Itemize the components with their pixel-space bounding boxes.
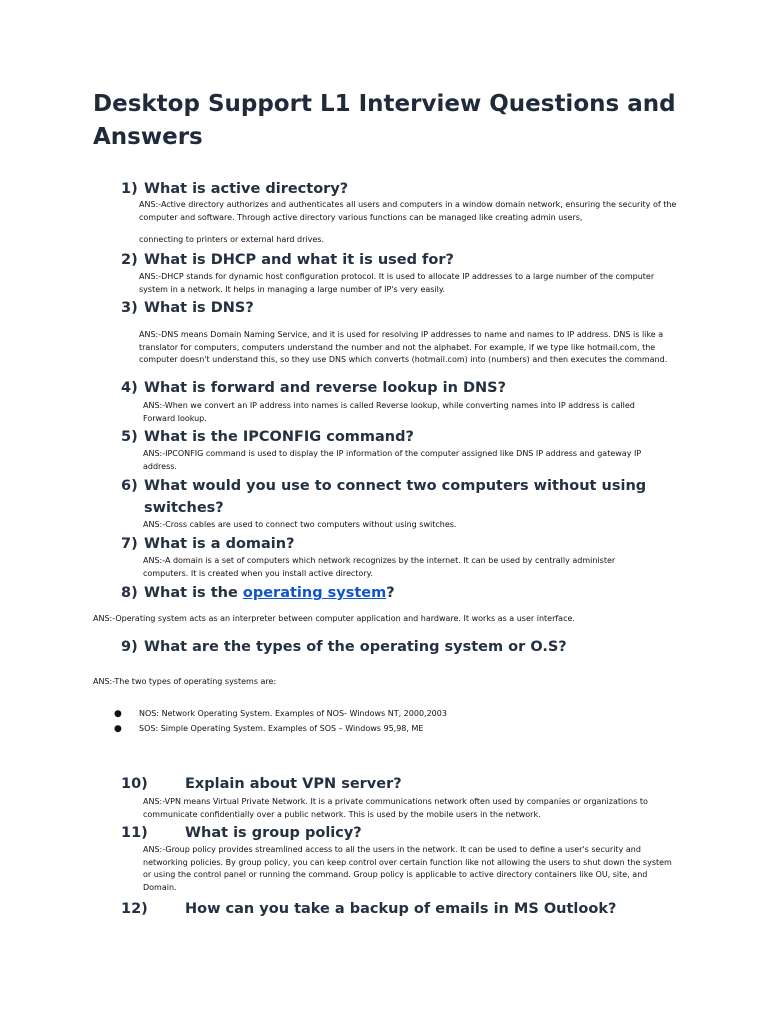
bullet-icon: ●	[114, 709, 122, 719]
answer-6: ANS:-Cross cables are used to connect two computers without using switches.	[143, 520, 457, 529]
answer-8: ANS:-Operating system acts as an interpreter between computer application and hardware. It works as a user interface.	[93, 614, 575, 623]
question-text-prefix: What is the	[144, 585, 243, 601]
question-text: What are the types of the operating system or O.S?	[144, 639, 567, 655]
question-text: What is DHCP and what it is used for?	[144, 252, 454, 268]
answer-9: ANS:-The two types of operating systems are:	[93, 677, 277, 686]
bullet-icon: ●	[114, 724, 122, 734]
question-number: 7)	[121, 536, 138, 552]
question-text: What would you use to connect two computers without using	[144, 478, 647, 494]
question-text	[144, 583, 395, 603]
answer-2: ANS:-DHCP stands for dynamic host configuration protocol. It is used to allocate IP addresses to a large number of the computer system in a network. It helps in managing a large number of IP's very easily.	[139, 272, 655, 294]
question-text-suffix: ?	[386, 585, 395, 601]
question-text-continued: switches?	[144, 500, 224, 516]
question-number: 1)	[121, 181, 138, 197]
question-number: 4)	[121, 380, 138, 396]
question-text: Explain about VPN server?	[185, 776, 402, 792]
question-number: 10)	[121, 776, 148, 792]
answer-4: ANS:-When we convert an IP address into names is called Reverse lookup, while converting names into IP address is called Forward lookup.	[143, 401, 635, 423]
answer-1: ANS:-Active directory authorizes and authenticates all users and computers in a window domain network, ensuring the security of the computer and software. Through active directory various functions can be managed like creating admin users,	[139, 200, 677, 222]
operating-system-link[interactable]: operating system	[242, 585, 387, 601]
answer-7: ANS:-A domain is a set of computers which network recognizes by the internet. It can be used by centrally administer computers. It is created when you install active directory.	[143, 556, 616, 578]
question-number: 9)	[121, 639, 138, 655]
question-text: How can you take a backup of emails in MS Outlook?	[185, 901, 617, 917]
answer-11: ANS:-Group policy provides streamlined access to all the users in the network. It can be used to define a user's security and networking policies. By group policy, you can keep control over certain function like not allowing the users to shut down the system or using the control panel or running the command. Group policy is applicable to active directory containers like OU, site, and Domain.	[143, 845, 672, 892]
question-text: What is a domain?	[144, 536, 295, 552]
question-text: What is forward and reverse lookup in DNS?	[144, 380, 507, 396]
question-number: 12)	[121, 901, 148, 917]
question-text: What is the IPCONFIG command?	[144, 429, 414, 445]
question-number: 3)	[121, 300, 138, 316]
question-number: 5)	[121, 429, 138, 445]
question-number: 6)	[121, 478, 138, 494]
question-text: What is active directory?	[144, 181, 349, 197]
list-item-text: SOS: Simple Operating System. Examples of SOS – Windows 95,98, ME	[139, 724, 424, 733]
list-item-text: NOS: Network Operating System. Examples of NOS- Windows NT, 2000,2003	[139, 709, 447, 718]
answer-10: ANS:-VPN means Virtual Private Network. It is a private communications network often used by companies or organizations to communicate confidentially over a public network. This is used by the mobile users in the network.	[143, 797, 648, 819]
question-number: 11)	[121, 825, 148, 841]
answer-3: ANS:-DNS means Domain Naming Service, and it is used for resolving IP addresses to name and names to IP address. DNS is like a translator for computers, computers understand the number and not the alphabet. For example, if we type like hotmail.com, the computer doesn't understand this, so they use DNS which converts (hotmail.com) into (numbers) and then executes the command.	[139, 330, 668, 364]
answer-5: ANS:-IPCONFIG command is used to display the IP information of the computer assigned like DNS IP address and gateway IP address.	[143, 449, 642, 471]
question-number: 2)	[121, 252, 138, 268]
page-title: Desktop Support L1 Interview Questions and Answers	[93, 91, 676, 150]
answer-1-continued: connecting to printers or external hard drives.	[139, 235, 324, 244]
question-text: What is DNS?	[144, 300, 254, 316]
question-text: What is group policy?	[185, 825, 362, 841]
question-number: 8)	[121, 585, 138, 601]
